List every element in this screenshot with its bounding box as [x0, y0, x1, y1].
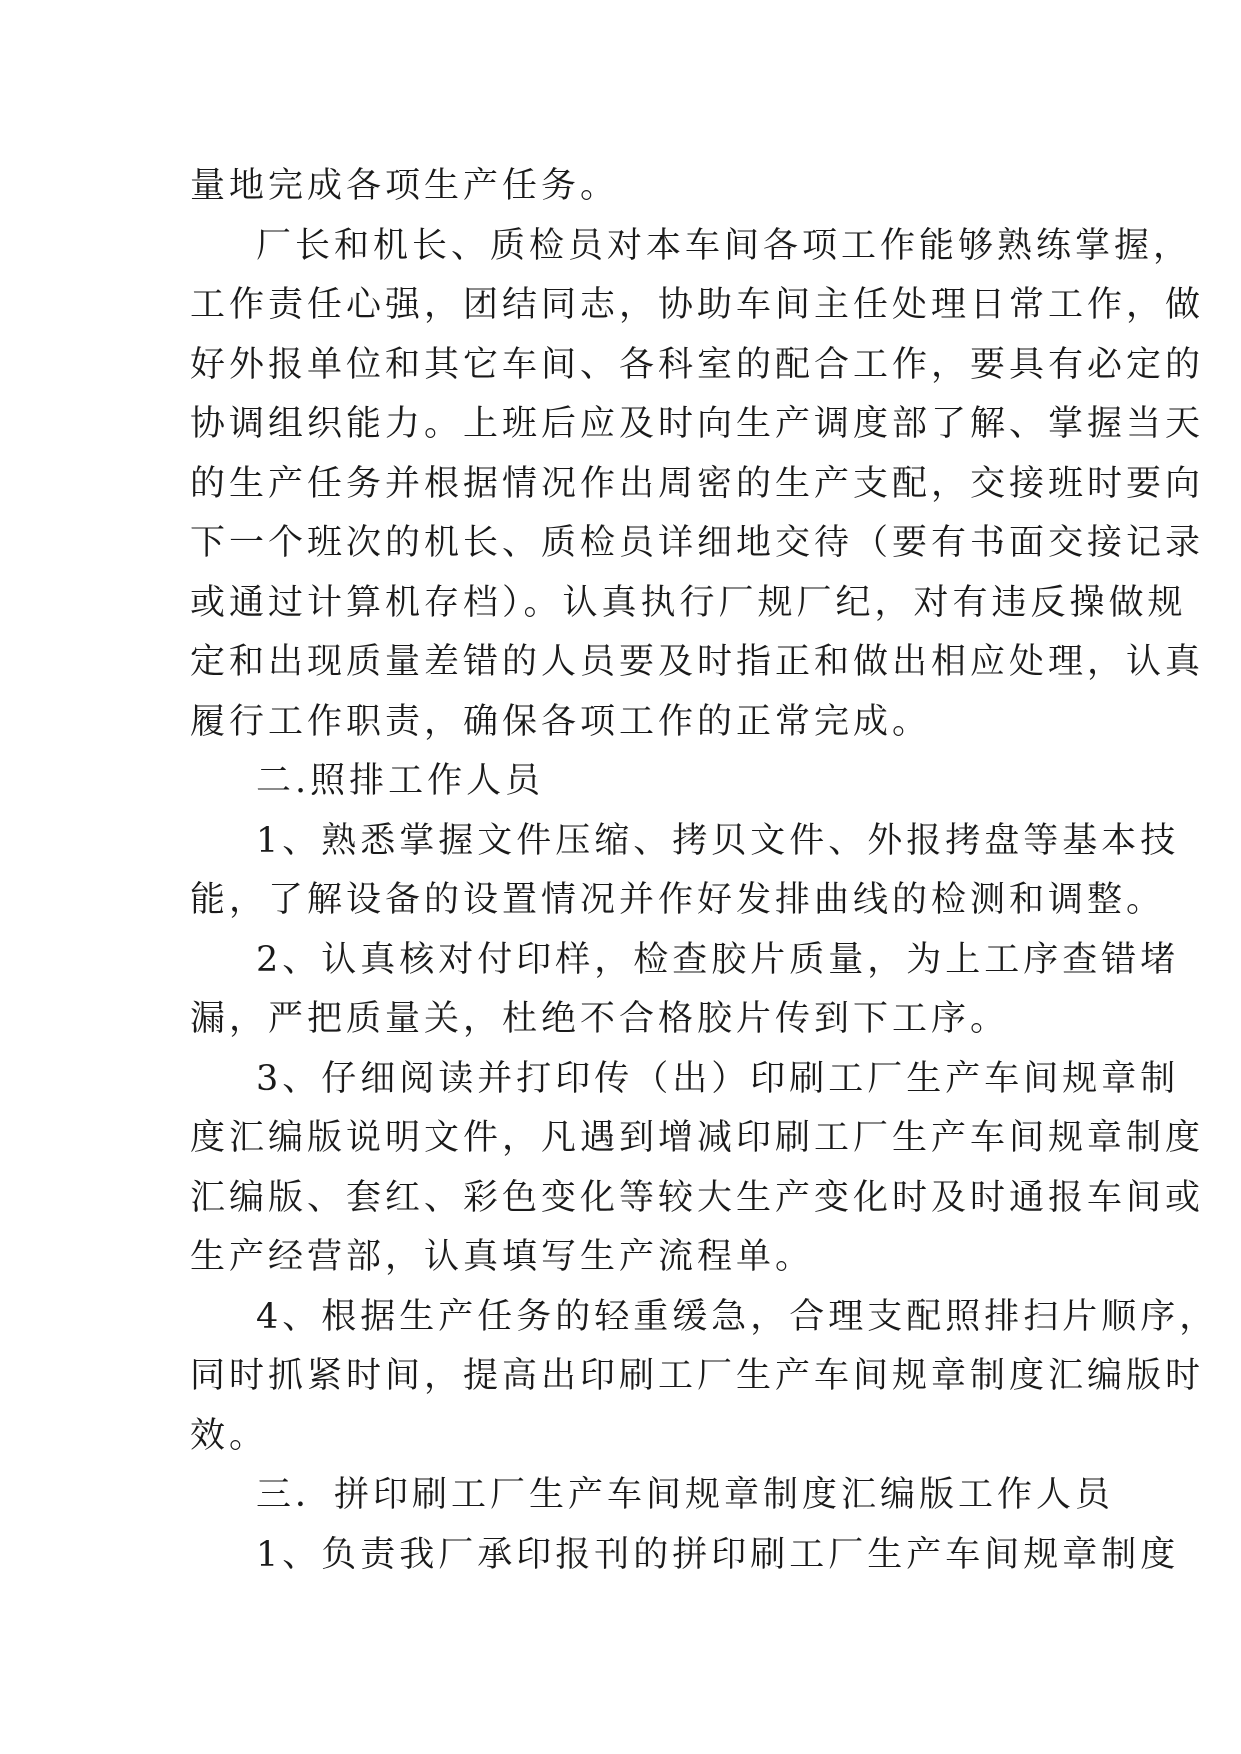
section-heading: 二.照排工作人员 [256, 761, 545, 801]
text-line: 协调组织能力。上班后应及时向生产调度部了解、掌握当天 [190, 404, 1205, 444]
text-line: 定和出现质量差错的人员要及时指正和做出相应处理，认真 [190, 642, 1205, 682]
text-line: 1、负责我厂承印报刊的拼印刷工厂生产车间规章制度 [256, 1534, 1180, 1575]
text-line: 履行工作职责，确保各项工作的正常完成。 [190, 701, 932, 742]
text-line: 度汇编版说明文件，凡遇到增减印刷工厂生产车间规章制度 [190, 1118, 1205, 1158]
text-line: 3、仔细阅读并打印传（出）印刷工厂生产车间规章制 [256, 1058, 1180, 1099]
text-line: 漏，严把质量关，杜绝不合格胶片传到下工序。 [190, 999, 1010, 1039]
text-line: 能，了解设备的设置情况并作好发排曲线的检测和调整。 [190, 880, 1166, 920]
text-line: 同时抓紧时间，提高出印刷工厂生产车间规章制度汇编版时 [190, 1356, 1205, 1396]
text-line: 好外报单位和其它车间、各科室的配合工作，要具有必定的 [190, 344, 1205, 385]
text-line: 2、认真核对付印样，检查胶片质量，为上工序查错堵 [256, 939, 1180, 980]
section-heading: 三．拼印刷工厂生产车间规章制度汇编版工作人员 [256, 1475, 1115, 1515]
text-line: 厂长和机长、质检员对本车间各项工作能够熟练掌握， [256, 225, 1193, 266]
text-line: 量地完成各项生产任务。 [190, 166, 620, 206]
text-line: 效。 [190, 1415, 269, 1456]
text-line: 1、熟悉掌握文件压缩、拷贝文件、外报拷盘等基本技 [256, 820, 1180, 861]
text-line: 汇编版、套红、彩色变化等较大生产变化时及时通报车间或 [190, 1177, 1205, 1218]
document-body [190, 157, 1219, 1585]
text-line: 工作责任心强，团结同志，协助车间主任处理日常工作，做 [190, 285, 1205, 325]
text-line: 或通过计算机存档）。认真执行厂规厂纪，对有违反操做规 [190, 582, 1187, 623]
text-line: 的生产任务并根据情况作出周密的生产支配，交接班时要向 [190, 463, 1205, 504]
text-line: 生产经营部，认真填写生产流程单。 [190, 1237, 815, 1277]
text-line: 下一个班次的机长、质检员详细地交待（要有书面交接记录 [190, 523, 1205, 563]
text-line: 4、根据生产任务的轻重缓急，合理支配照排扫片顺序， [256, 1296, 1219, 1337]
